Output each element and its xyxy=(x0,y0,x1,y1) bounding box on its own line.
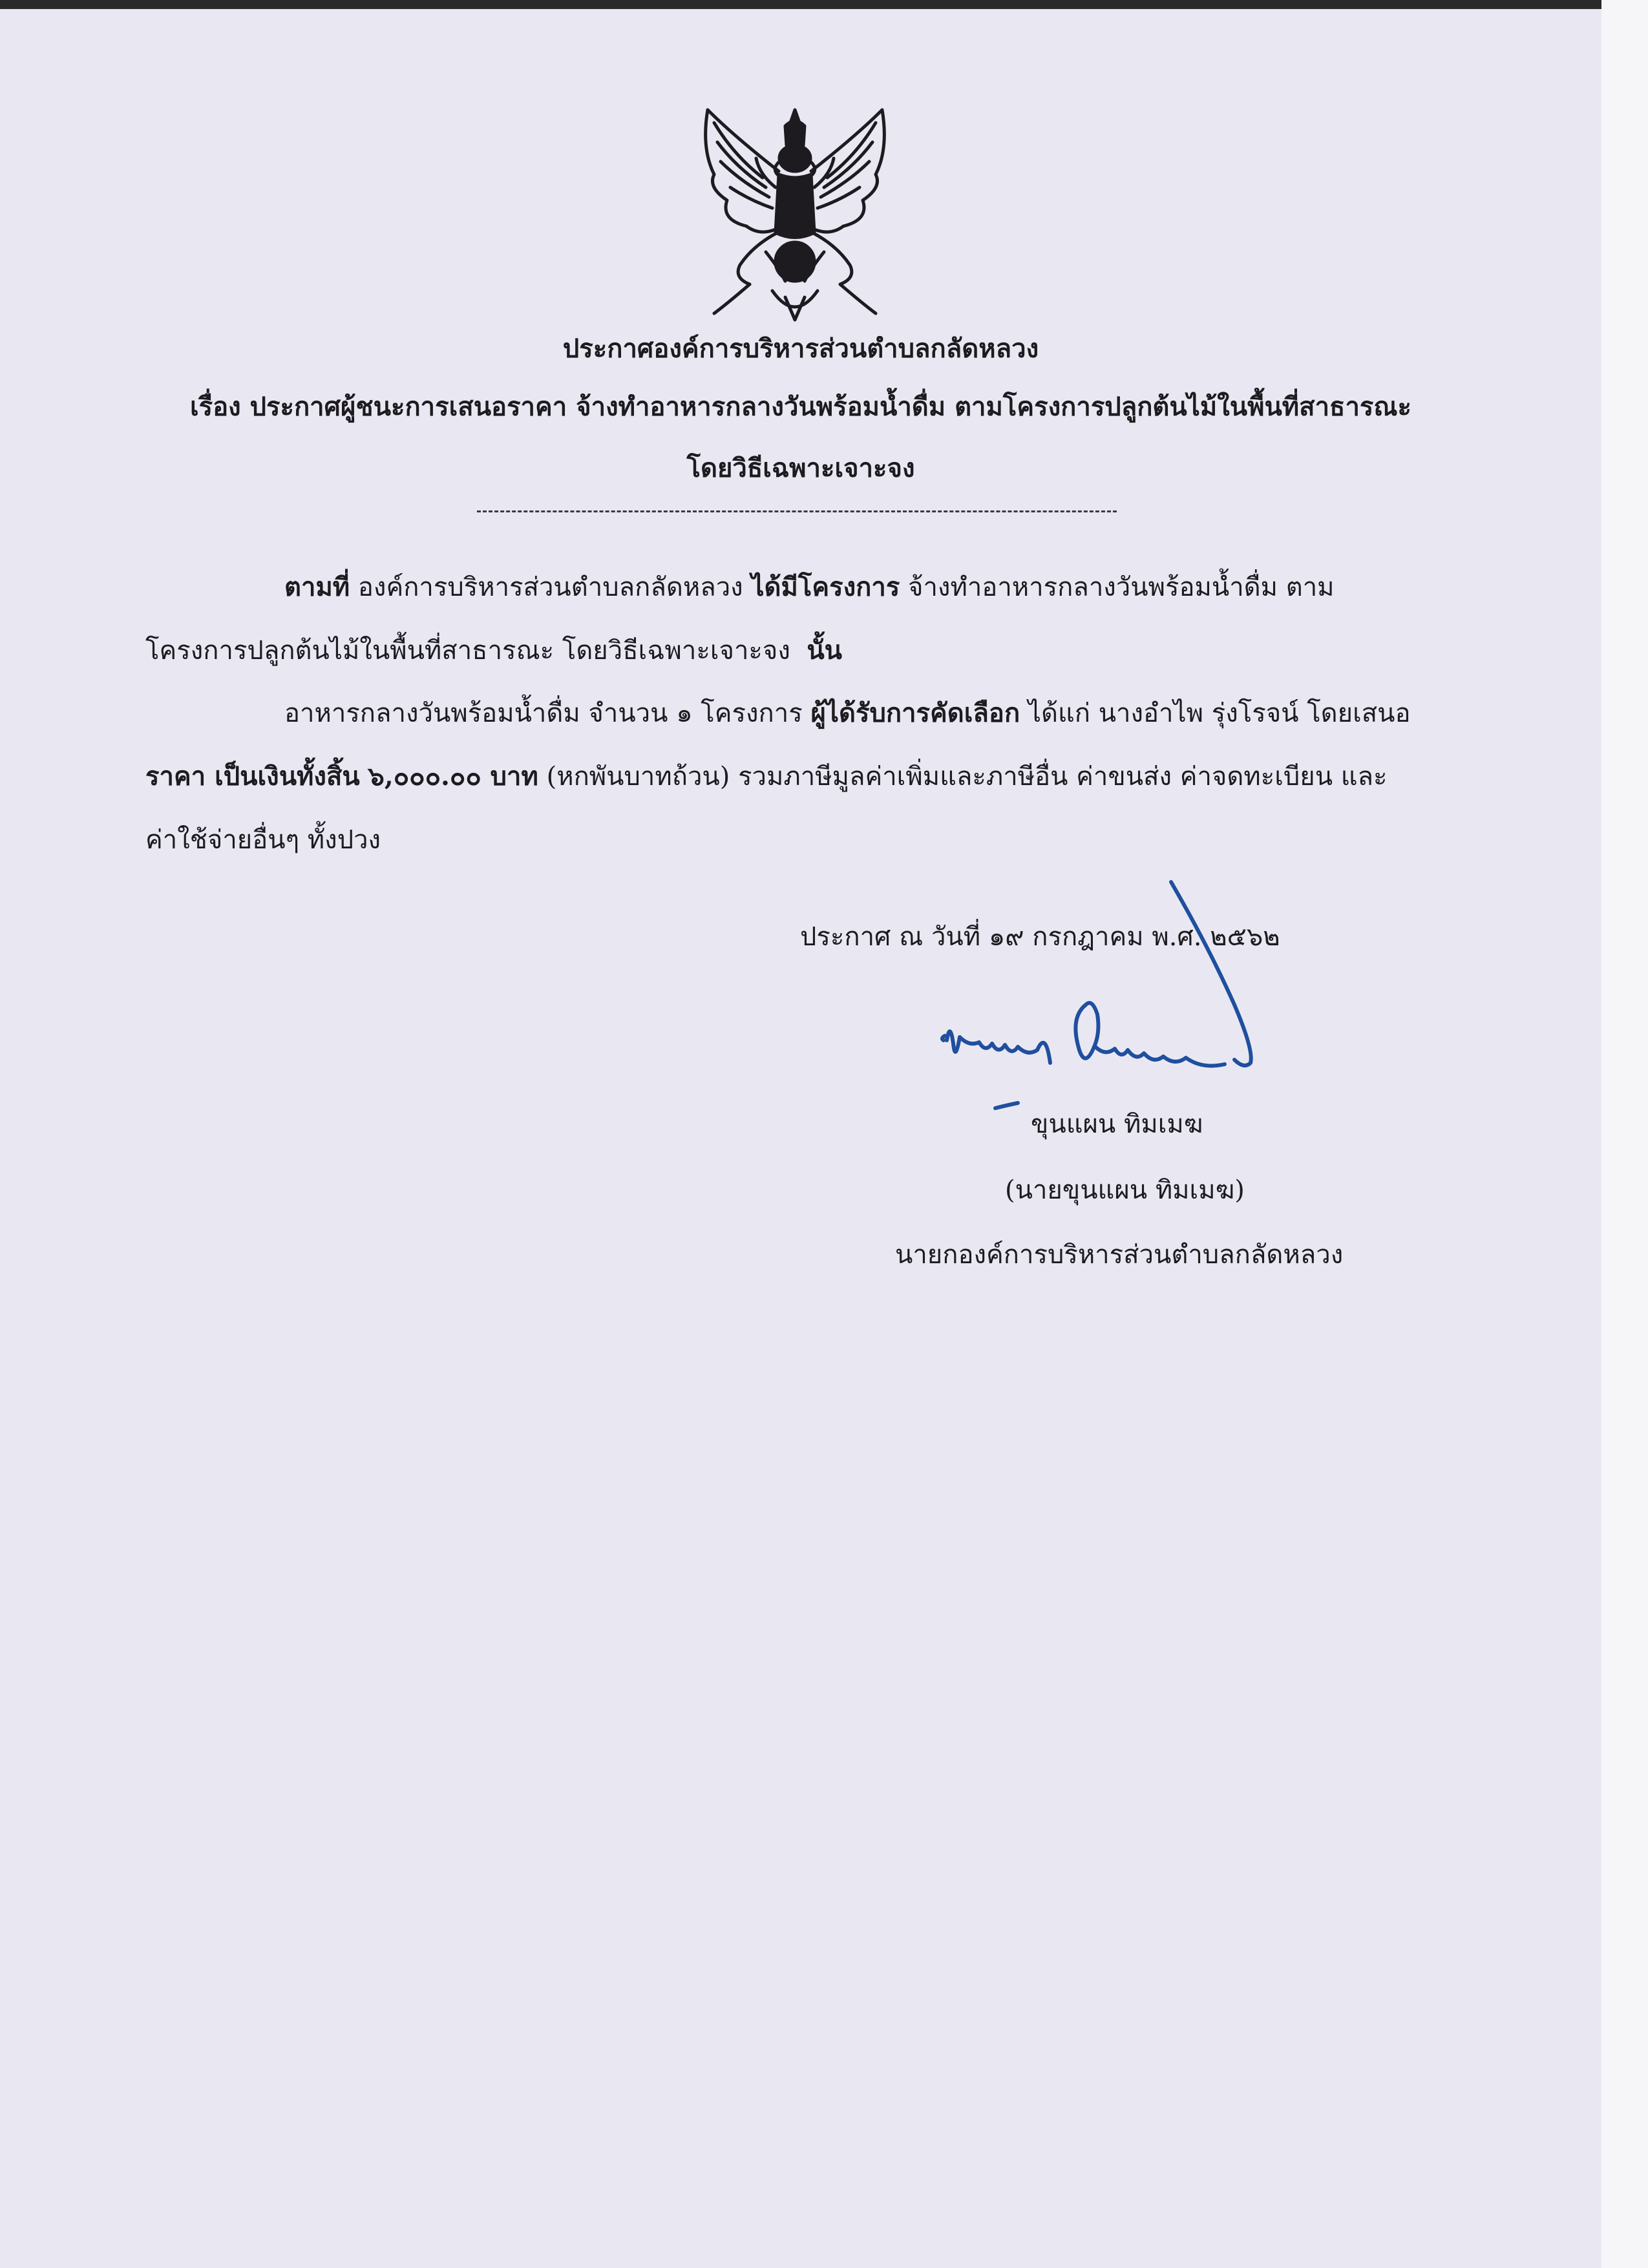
p1-end: นั้น xyxy=(807,635,842,666)
p1-has-project: ได้มีโครงการ xyxy=(751,572,900,602)
procurement-method: โดยวิธีเฉพาะเจาะจง xyxy=(686,453,915,483)
dashed-divider xyxy=(477,510,1117,512)
p1-org: องค์การบริหารส่วนตำบลกลัดหลวง xyxy=(357,572,743,602)
subject-text: จ้างทำอาหารกลางวันพร้อมน้ำดื่ม ตามโครงการปลูกต้นไม้ในพื้นที่สาธารณะ xyxy=(576,392,1412,422)
p2-line3: ค่าใช้จ่ายอื่นๆ ทั้งปวง xyxy=(145,825,381,855)
p2-amount: ๖,๐๐๐.๐๐ บาท xyxy=(368,761,538,792)
handwritten-signature xyxy=(931,869,1312,1128)
signer-full-name: (นายขุนแผน ทิมเมฆ) xyxy=(1005,1175,1245,1205)
signer-name: ขุนแผน ทิมเมฆ xyxy=(1031,1109,1203,1139)
p1-line2: โครงการปลูกต้นไม้ในพื้นที่สาธารณะ โดยวิธีเฉพาะเจาะจง xyxy=(145,636,790,666)
p2-item: อาหารกลางวันพร้อมน้ำดื่ม จำนวน ๑ โครงการ xyxy=(284,698,803,728)
announcement-date: ประกาศ ณ วันที่ ๑๙ กรกฎาคม พ.ศ. ๒๕๖๒ xyxy=(800,922,1280,952)
announcement-title: ประกาศองค์การบริหารส่วนตำบลกลัดหลวง xyxy=(562,333,1039,364)
garuda-emblem-icon xyxy=(688,97,902,330)
announcement-subject xyxy=(0,388,1601,426)
paragraph-winner xyxy=(145,682,1451,872)
p2-price-label: ราคา เป็นเงินทั้งสิ้น xyxy=(145,761,360,792)
p2-amount-text: (หกพันบาทถ้วน) รวมภาษีมูลค่าเพิ่มและภาษีอื่น ค่าขนส่ง ค่าจดทะเบียน และ xyxy=(546,762,1388,792)
p1-lead: ตามที่ xyxy=(284,572,350,602)
p2-winner: ได้แก่ นางอำไพ รุ่งโรจน์ โดยเสนอ xyxy=(1028,698,1411,728)
p2-selected: ผู้ได้รับการคัดเลือก xyxy=(810,698,1020,728)
paragraph-project xyxy=(145,556,1451,682)
signer-position: นายกองค์การบริหารส่วนตำบลกลัดหลวง xyxy=(895,1240,1344,1270)
scan-edge-top xyxy=(0,0,1648,9)
scan-edge-right xyxy=(1601,0,1648,2268)
subject-label: เรื่อง ประกาศผู้ชนะการเสนอราคา xyxy=(189,392,567,422)
p1-project: จ้างทำอาหารกลางวันพร้อมน้ำดื่ม ตาม xyxy=(908,572,1335,602)
